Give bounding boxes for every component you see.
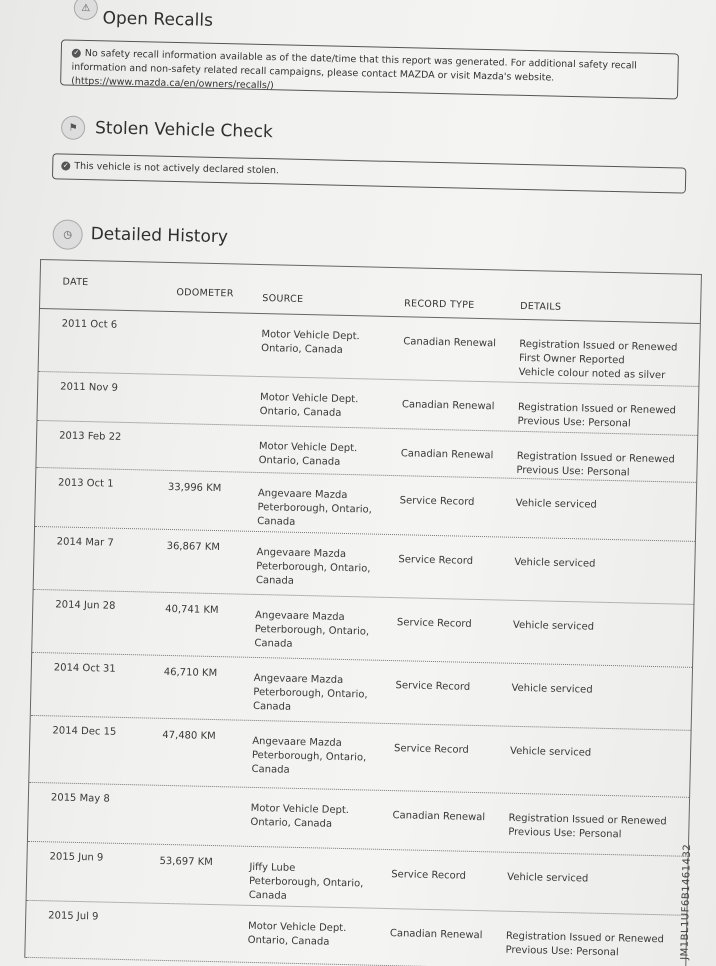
cell-details: [511, 682, 686, 700]
cell-record-type: Canadian Renewal: [400, 448, 494, 462]
cell-source-line: Peterborough, Ontario,: [256, 560, 371, 575]
cell-record-type: Canadian Renewal: [389, 928, 483, 942]
cell-details-line: Vehicle serviced: [511, 682, 593, 696]
cell-details-line: Vehicle serviced: [514, 556, 596, 570]
cell-source: [254, 609, 385, 654]
history-icon: ◷: [52, 219, 83, 250]
cell-date: 2014 Oct 31: [53, 662, 116, 675]
cell-record-type: Service Record: [391, 869, 467, 882]
cell-details-line: Registration Issued or Renewed: [508, 812, 667, 828]
cell-details-line: Registration Issued or Renewed: [519, 338, 678, 354]
cell-details: [519, 338, 695, 384]
cell-source: [249, 861, 380, 906]
cell-details: [516, 450, 692, 482]
cell-source-line: Ontario, Canada: [259, 405, 342, 419]
cell-record-type: Canadian Renewal: [392, 810, 486, 824]
cell-details-line: Vehicle colour noted as silver: [518, 366, 666, 382]
cell-details-line: First Owner Reported: [518, 352, 625, 367]
cell-source-line: Peterborough, Ontario,: [253, 686, 368, 701]
header-details: DETAILS: [520, 300, 562, 313]
cell-source: [248, 920, 379, 951]
cell-record-type: Canadian Renewal: [403, 336, 497, 350]
cell-record-type: Service Record: [399, 495, 475, 508]
recall-notice-text: No safety recall information available as of the date/time that this report was generated. For additional safety recall information and non-safety related recall campaigns, please contact MAZDA or visit Mazda's website. (https://www.mazda.ca/en/owners/recalls/): [71, 47, 638, 92]
cell-details: [507, 871, 682, 889]
cell-odometer: [161, 796, 241, 798]
cell-details-line: Previous Use: Personal: [517, 415, 631, 430]
cell-source-line: Canada: [252, 700, 292, 713]
cell-date: 2015 Jun 9: [49, 851, 104, 864]
cell-details-line: Vehicle serviced: [515, 497, 597, 511]
cell-odometer: 47,480 KM: [162, 729, 216, 743]
cell-details: [517, 401, 693, 433]
cell-date: 2013 Oct 1: [57, 477, 114, 490]
cell-source-line: Motor Vehicle Dept.: [259, 392, 359, 406]
cell-odometer: [169, 434, 249, 436]
cell-date: 2015 Jul 9: [48, 910, 99, 923]
cell-details-line: Registration Issued or Renewed: [517, 401, 677, 417]
cell-source-line: Angevaare Mazda: [256, 546, 347, 560]
check-icon: ✓: [73, 48, 80, 57]
cell-record-type: Service Record: [398, 554, 474, 567]
cell-details-line: Previous Use: Personal: [516, 464, 630, 479]
cell-details: [513, 619, 688, 637]
cell-details-line: Registration Issued or Renewed: [516, 450, 675, 466]
cell-source-line: Peterborough, Ontario,: [248, 875, 364, 890]
cell-record-type: Canadian Renewal: [401, 399, 495, 413]
cell-source-line: Peterborough, Ontario,: [251, 749, 367, 764]
cell-details-line: Previous Use: Personal: [508, 826, 622, 841]
cell-odometer: 33,996 KM: [167, 481, 222, 495]
cell-details-line: Vehicle serviced: [507, 871, 589, 885]
header-odometer: ODOMETER: [176, 287, 234, 300]
police-icon: ⚑: [61, 115, 86, 140]
cell-date: 2014 Jun 28: [55, 599, 116, 612]
table-body: [25, 309, 700, 966]
cell-details: [514, 556, 689, 574]
recall-icon: ⚠: [74, 0, 99, 20]
cell-source-line: Motor Vehicle Dept.: [247, 920, 347, 935]
header-source: SOURCE: [262, 293, 304, 305]
cell-source-line: Jiffy Lube: [249, 861, 296, 874]
cell-source-line: Peterborough, Ontario,: [254, 623, 370, 638]
cell-source: [250, 802, 381, 833]
cell-source-line: Motor Vehicle Dept.: [258, 440, 358, 455]
open-recalls-title: Open Recalls: [102, 8, 214, 31]
cell-odometer: 40,741 KM: [165, 603, 219, 617]
cell-source-line: Motor Vehicle Dept.: [261, 329, 360, 343]
header-date: DATE: [62, 276, 89, 289]
recall-notice: [60, 39, 679, 99]
cell-date: 2015 May 8: [50, 792, 110, 805]
cell-record-type: Service Record: [395, 680, 471, 693]
cell-source-line: Canada: [257, 515, 296, 528]
cell-source-line: Ontario, Canada: [247, 934, 330, 948]
stolen-check-title: Stolen Vehicle Check: [94, 118, 274, 143]
cell-source: [253, 672, 384, 717]
cell-odometer: [172, 322, 252, 324]
cell-date: 2014 Mar 7: [56, 536, 114, 549]
cell-source-line: Ontario, Canada: [261, 343, 343, 356]
cell-date: 2013 Feb 22: [58, 430, 122, 443]
cell-source-line: Angevaare Mazda: [254, 609, 345, 623]
cell-source-line: Ontario, Canada: [250, 816, 333, 830]
cell-details: [510, 745, 685, 763]
cell-odometer: 53,697 KM: [159, 855, 213, 869]
cell-details: [505, 930, 681, 962]
detailed-history-title: Detailed History: [90, 224, 229, 248]
cell-record-type: Service Record: [396, 617, 472, 630]
cell-date: 2011 Nov 9: [60, 381, 119, 394]
cell-source-line: Ontario, Canada: [258, 454, 341, 468]
cell-odometer: 36,867 KM: [166, 540, 221, 554]
cell-details: [516, 497, 691, 515]
cell-source-line: Canada: [255, 574, 295, 587]
cell-details-line: Vehicle serviced: [512, 619, 595, 633]
cell-source-line: Peterborough, Ontario,: [257, 501, 372, 516]
cell-source-line: Motor Vehicle Dept.: [250, 802, 350, 817]
cell-source: [251, 735, 382, 780]
cell-details-line: Previous Use: Personal: [505, 944, 619, 959]
cell-source-line: Angevaare Mazda: [257, 487, 348, 502]
cell-source-line: Angevaare Mazda: [253, 672, 344, 686]
cell-source: [258, 440, 389, 471]
cell-date: 2014 Dec 15: [52, 725, 117, 738]
history-table: [24, 259, 702, 966]
cell-record-type: Service Record: [393, 743, 469, 756]
cell-odometer: [158, 914, 238, 916]
cell-details-line: Vehicle serviced: [509, 745, 592, 759]
cell-source-line: Canada: [251, 763, 290, 776]
header-record-type: RECORD TYPE: [404, 298, 475, 311]
cell-source: [261, 328, 392, 359]
cell-source: [256, 546, 387, 591]
cell-details-line: Registration Issued or Renewed: [505, 930, 665, 946]
cell-source-line: Canada: [254, 637, 293, 650]
cell-odometer: 46,710 KM: [163, 666, 218, 680]
cell-source-line: Canada: [248, 889, 287, 902]
vin-footer: JM1BL1UF6B1461432: [679, 843, 694, 960]
check-icon: ✓: [62, 161, 69, 170]
cell-odometer: [170, 385, 250, 387]
stolen-notice-text: This vehicle is not actively declared stolen.: [74, 160, 280, 177]
cell-source: [260, 391, 391, 422]
cell-source-line: Angevaare Mazda: [252, 735, 342, 749]
stolen-notice: [52, 153, 686, 193]
cell-source: [257, 487, 388, 532]
cell-date: 2011 Oct 6: [61, 318, 118, 331]
cell-details: [508, 812, 684, 844]
